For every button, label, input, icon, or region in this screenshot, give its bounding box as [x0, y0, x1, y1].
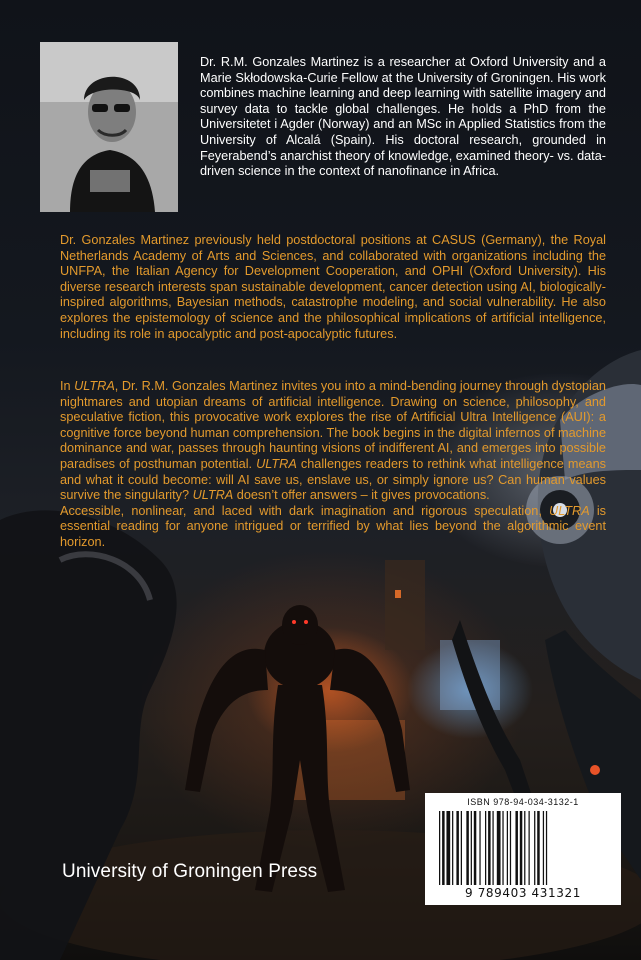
author-photo — [40, 42, 178, 212]
author-bio: Dr. R.M. Gonzales Martinez is a researcher at Oxford University and a Marie Skłodowska-Curie Fellow at the University of Groningen. His work combines machine learning and deep learning with satellite imagery and survey data to tackle global challenges. He holds a PhD from the Universitetet i Agder (Norway) and an MSc in Applied Statistics from the University of Alcalá (Spain). His doctoral research, grounded in Feyerabend’s anarchist theory of knowledge, examined theory- vs. data-driven science in the context of nanofinance in Africa. — [200, 55, 606, 179]
book-description — [60, 379, 606, 551]
description-paragraph-2: Accessible, nonlinear, and laced with dark imagination and rigorous speculation, ULTRA is essential reading for anyone intrigued or terrified by what lies beyond the algorithmic event horizon. — [60, 503, 606, 549]
author-bio-continued: Dr. Gonzales Martinez previously held postdoctoral positions at CASUS (Germany), the Royal Netherlands Academy of Arts and Sciences, and collaborated with organizations including the UNFPA, the Italian Agency for Development Cooperation, and OPHI (Oxford University). His diverse research interests span sustainable development, cancer detection using AI, biologically-inspired algorithms, Bayesian methods, catastrophe modeling, and social vulnerability. He also explores the epistemology of science and the philosophical implications of artificial intelligence, including its role in apocalyptic and post-apocalyptic futures. — [60, 233, 606, 341]
publisher-name: University of Groningen Press — [62, 861, 318, 882]
isbn-label: ISBN 978-94-034-3132-1 — [467, 797, 579, 807]
book-title: ULTRA — [74, 379, 115, 393]
description-paragraph-1: In ULTRA, Dr. R.M. Gonzales Martinez invites you into a mind-bending journey through dystopian nightmares and utopian dreams of artificial intelligence. Drawing on science, philosophy, and speculative fiction, this provocative work explores the rise of Artificial Ultra Intelligence (AUI): a cognitive force beyond human comprehension. The book begins in the digital infernos of machine dominance and war, passes through haunting visions of indifferent AI, and emerges into possible paradises of posthuman potential. ULTRA challenges readers to rethink what intelligence means and what it could become: will AI save us, enslave us, or simply ignore us? Can human values survive the singularity? ULTRA doesn’t offer answers – it gives provocations. — [60, 379, 606, 503]
isbn-barcode — [425, 793, 621, 905]
barcode-bars — [439, 811, 607, 885]
barcode-number: 9 789403 431321 — [465, 886, 581, 900]
